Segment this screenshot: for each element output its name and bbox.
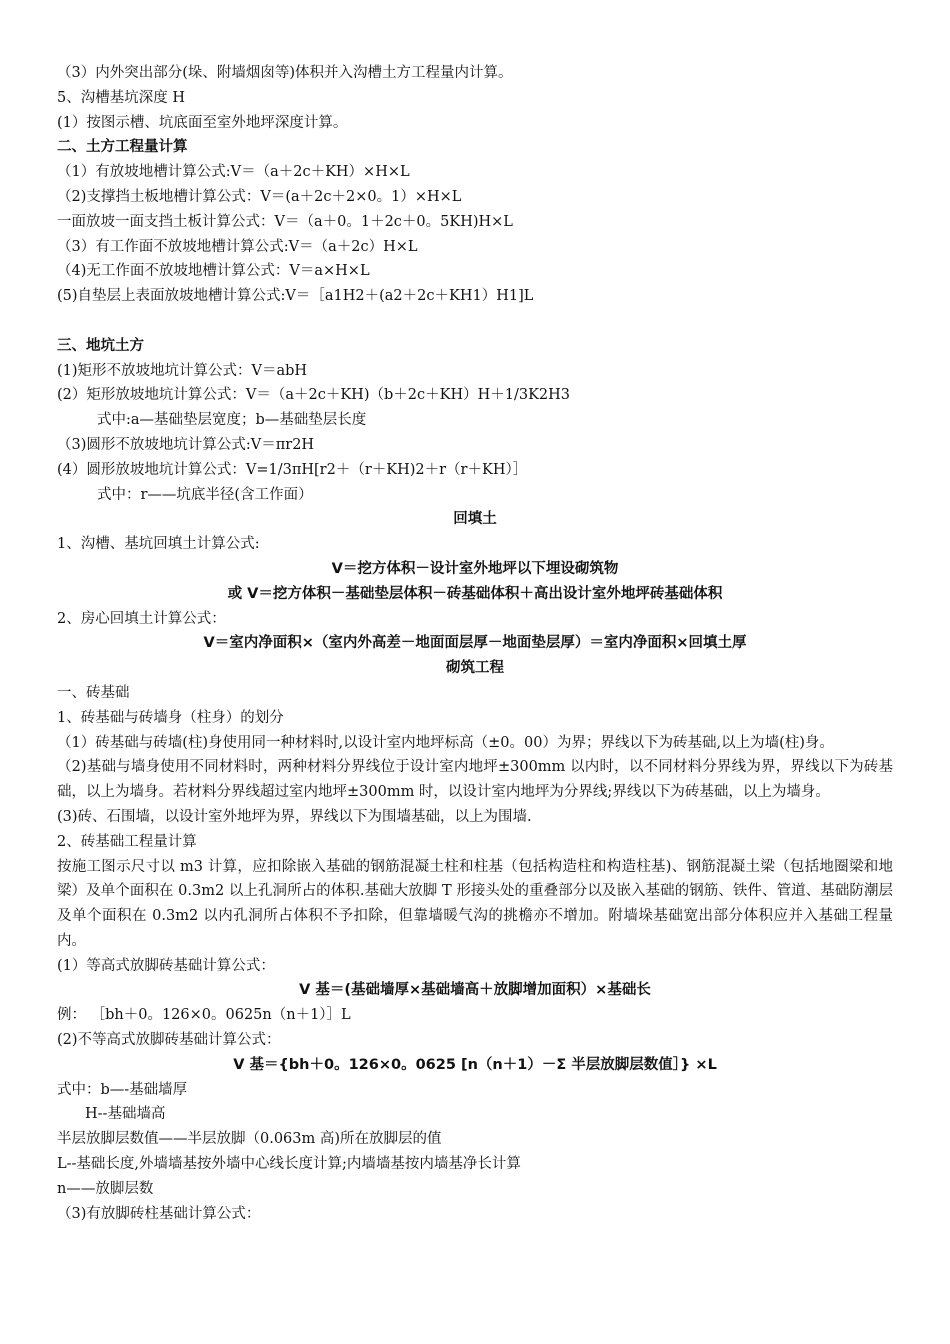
formula-note: 式中：r——坑底半径(含工作面） — [97, 486, 313, 503]
formula-centered: V 基＝(基础墙厚×基础墙高＋放脚增加面积）×基础长 — [299, 982, 651, 999]
formula-line: 例： ［bh＋0。126×0。0625n（n＋1）］L — [57, 1007, 351, 1024]
blank-line — [57, 309, 893, 334]
chapter-title: 砌筑工程 — [446, 660, 504, 677]
formula-line: （3)圆形不放坡地坑计算公式:V＝πr2H — [57, 436, 315, 453]
formula-note: H--基础墙高 — [85, 1106, 166, 1123]
formula-note: 式中:a—基础垫层宽度；b—基础垫层长度 — [97, 412, 367, 429]
formula-centered: 或 V＝挖方体积－基础垫层体积－砖基础体积＋高出设计室外地坪砖基础体积 — [227, 585, 723, 602]
formula-note: L--基础长度,外墙墙基按外墙中心线长度计算;内墙墙基按内墙基净长计算 — [57, 1156, 521, 1173]
formula-note: n——放脚层数 — [57, 1180, 154, 1197]
formula-line: (1)矩形不放坡地坑计算公式：V＝abH — [57, 362, 308, 379]
formula-line: （1）有放坡地槽计算公式:V＝（a＋2c＋KH）×H×L — [57, 164, 410, 181]
text-line: (1）等高式放脚砖基础计算公式： — [57, 957, 275, 974]
text-line: 1、沟槽、基坑回填土计算公式: — [57, 536, 260, 553]
section-title: 一、砖基础 — [57, 684, 130, 701]
text-line: (2)不等高式放脚砖基础计算公式： — [57, 1032, 281, 1049]
text-line: 1、砖基础与砖墙身（柱身）的划分 — [57, 709, 284, 726]
formula-line: （2)支撑挡土板地槽计算公式：V＝(a＋2c＋2×0。1）×H×L — [57, 188, 462, 205]
formula-centered: V＝室内净面积×（室内外高差－地面面层厚－地面垫层厚）＝室内净面积×回填土厚 — [203, 635, 747, 652]
section-title: 2、砖基础工程量计算 — [57, 833, 197, 850]
text-line: （3）内外突出部分(垛、附墙烟囱等)体积并入沟槽土方工程量内计算。 — [57, 65, 513, 81]
text-line: 2、房心回填土计算公式： — [57, 610, 226, 627]
text-line: （3)有放脚砖柱基础计算公式： — [57, 1205, 261, 1222]
formula-note: 半层放脚层数值——半层放脚（0.063m 高)所在放脚层的值 — [57, 1131, 442, 1148]
formula-line: (4）圆形放坡地坑计算公式：V=1/3πH[r2＋（r＋KH)2＋r（r＋KH）］ — [57, 461, 528, 478]
formula-centered: V＝挖方体积－设计室外地坪以下埋设砌筑物 — [331, 560, 619, 577]
formula-centered: V 基＝{bh＋0。126×0。0625 [n（n＋1）－Σ 半层放脚层数值］} ×L — [233, 1056, 717, 1073]
formula-line: （4)无工作面不放坡地槽计算公式：V＝a×H×L — [57, 263, 370, 280]
section-title: 5、沟槽基坑深度 H — [57, 89, 185, 106]
chapter-title: 回填土 — [453, 511, 497, 528]
paragraph: （2)基础与墙身使用不同材料时，两种材料分界线位于设计室内地坪±300mm 以内时，以不同材料分界线为界，界线以下为砖基础，以上为墙身。若材料分界线超过室内地坪±300mm 时，以设计室内地坪为分界线;界线以下为砖基础，以上为墙身。 — [57, 759, 893, 801]
text-line: (1）按图示槽、坑底面至室外地坪深度计算。 — [57, 114, 348, 131]
formula-line: (2）矩形放坡地坑计算公式：V＝（a＋2c＋KH)（b＋2c＋KH）H＋1/3K2H3 — [57, 387, 570, 404]
formula-line: (5)自垫层上表面放坡地槽计算公式:V＝［a1H2＋(a2＋2c＋KH1）H1]L — [57, 288, 534, 305]
formula-note: 式中：b—-基础墙厚 — [57, 1081, 188, 1098]
section-heading: 三、地坑土方 — [57, 337, 144, 354]
text-line: (3)砖、石围墙，以设计室外地坪为界，界线以下为围墙基础，以上为围墙. — [57, 808, 532, 825]
paragraph: 按施工图示尺寸以 m3 计算，应扣除嵌入基础的钢筋混凝土柱和柱基（包括构造柱和构造柱基)、钢筋混凝土梁（包括地圈梁和地梁）及单个面积在 0.3m2 以上孔洞所占的体积.基础大放脚 T 形接头处的重叠部分以及嵌入基础的钢筋、铁件、管道、基础防潮层及单个面积在 0.3m2 以内孔洞所占体积不予扣除，但靠墙暖气沟的挑檐亦不增加。附墙垛基础宽出部分体积应并入基础工程量内。 — [57, 858, 893, 949]
formula-line: （3）有工作面不放坡地槽计算公式:V＝（a＋2c）H×L — [57, 238, 418, 255]
formula-line: 一面放坡一面支挡土板计算公式：V＝（a＋0。1＋2c＋0。5KH)H×L — [57, 213, 513, 230]
section-heading: 二、土方工程量计算 — [57, 139, 188, 156]
document-body — [57, 61, 893, 1226]
paragraph: （1）砖基础与砖墙(柱)身使用同一种材料时,以设计室内地坪标高（±0。00）为界；界线以下为砖基础,以上为墙(柱)身。 — [57, 734, 834, 751]
